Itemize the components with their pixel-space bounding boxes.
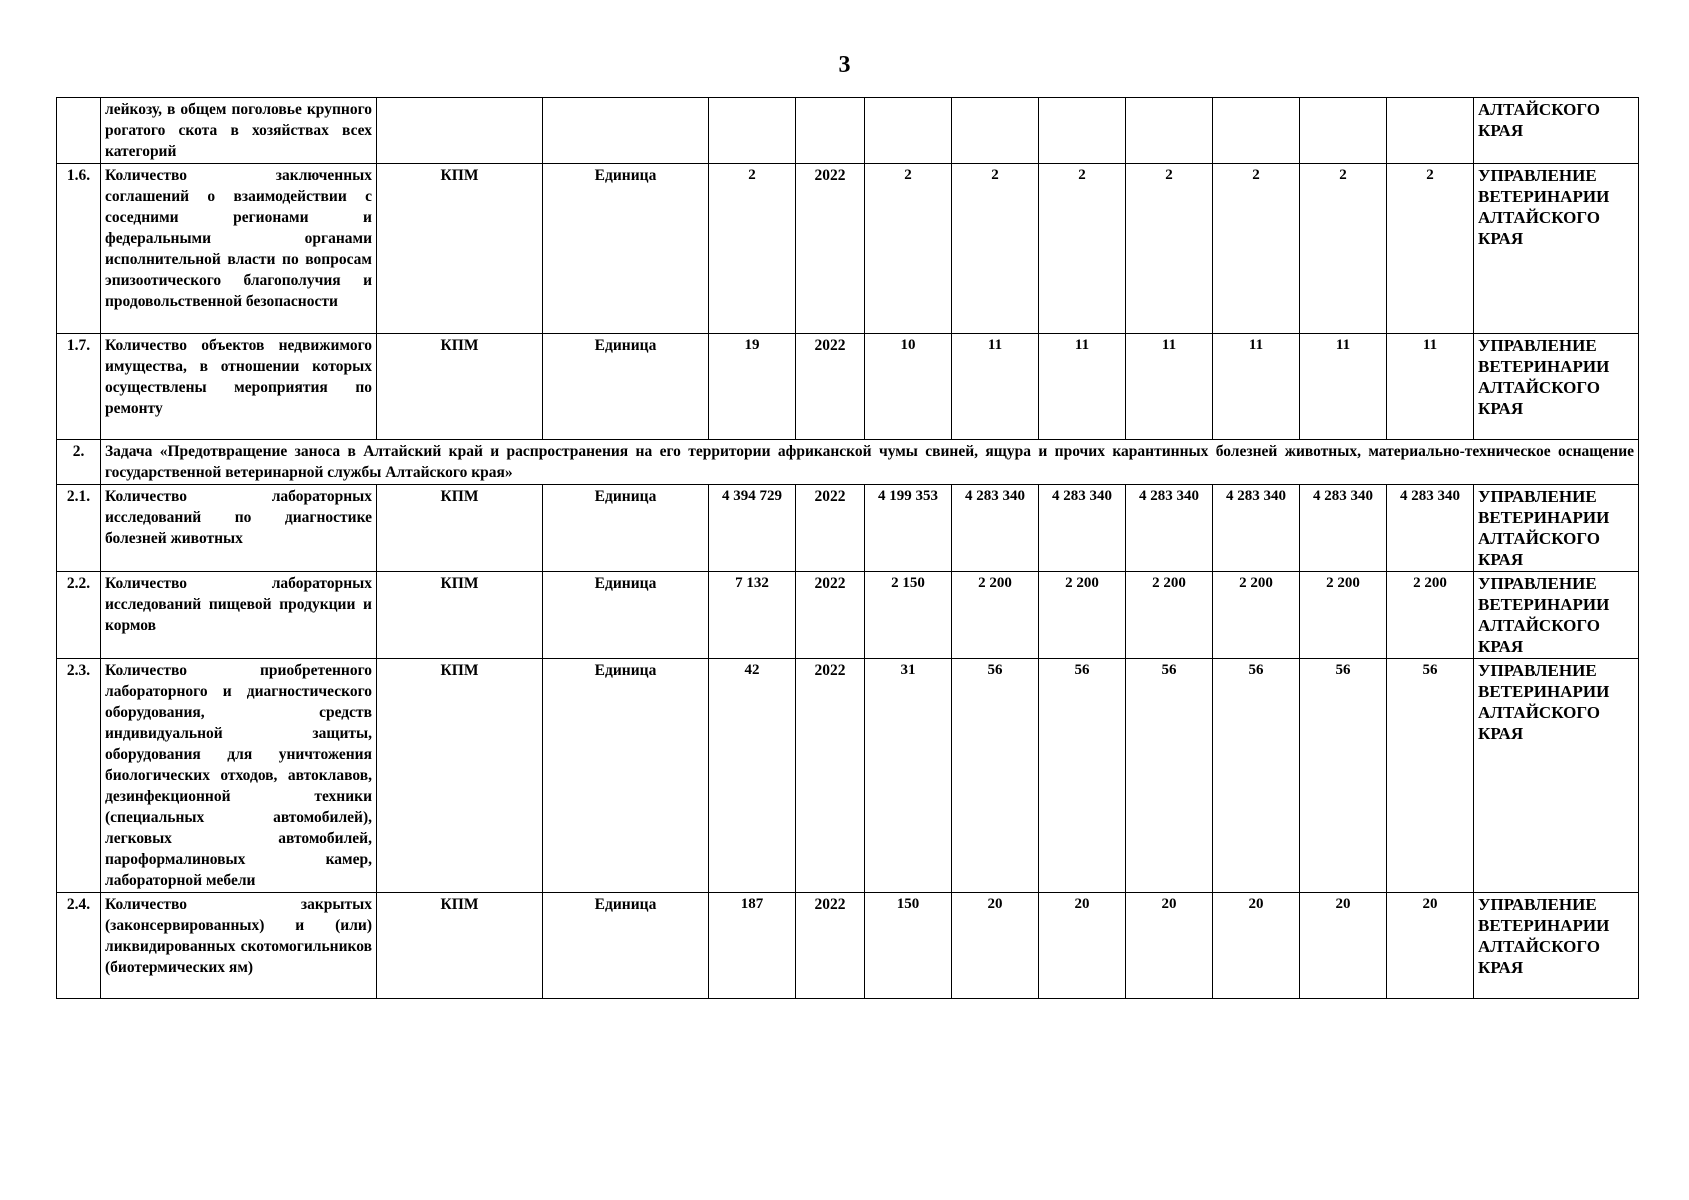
base-value: 19 — [709, 334, 796, 440]
year-value: 4 283 340 — [1387, 485, 1474, 572]
task-title: Задача «Предотвращение заноса в Алтайский край и распространения на его территории африканской чумы свиней, ящура и прочих карантинных болезней животных, материально-техническое оснащение государственной ветеринарной службы Алтайского края» — [101, 440, 1639, 485]
year-value: 11 — [1126, 334, 1213, 440]
year-value: 2 200 — [1300, 572, 1387, 659]
unit — [543, 98, 709, 164]
responsible: УПРАВЛЕНИЕ ВЕТЕРИНАРИИ АЛТАЙСКОГО КРАЯ — [1474, 164, 1639, 334]
year-value: 56 — [1387, 659, 1474, 893]
indicator-type: КПМ — [377, 485, 543, 572]
year-value: 20 — [1126, 893, 1213, 999]
year-value: 20 — [952, 893, 1039, 999]
year-value: 4 283 340 — [1126, 485, 1213, 572]
responsible: УПРАВЛЕНИЕ ВЕТЕРИНАРИИ АЛТАЙСКОГО КРАЯ — [1474, 893, 1639, 999]
responsible: УПРАВЛЕНИЕ ВЕТЕРИНАРИИ АЛТАЙСКОГО КРАЯ — [1474, 572, 1639, 659]
table-row — [57, 893, 1639, 999]
indicators-table — [56, 97, 1639, 999]
row-number: 2.2. — [57, 572, 101, 659]
responsible: УПРАВЛЕНИЕ ВЕТЕРИНАРИИ АЛТАЙСКОГО КРАЯ — [1474, 659, 1639, 893]
year-value: 56 — [1300, 659, 1387, 893]
indicator-type: КПМ — [377, 659, 543, 893]
year-value — [1300, 98, 1387, 164]
year-value: 2 — [1387, 164, 1474, 334]
base-value: 4 394 729 — [709, 485, 796, 572]
year-value: 11 — [1300, 334, 1387, 440]
row-number: 2.4. — [57, 893, 101, 999]
base-value: 42 — [709, 659, 796, 893]
year-value: 2 — [1300, 164, 1387, 334]
base-year: 2022 — [796, 485, 865, 572]
row-number: 1.6. — [57, 164, 101, 334]
base-year: 2022 — [796, 164, 865, 334]
year-value: 56 — [1039, 659, 1126, 893]
base-value — [709, 98, 796, 164]
table-row — [57, 164, 1639, 334]
indicator-type — [377, 98, 543, 164]
row-number: 2.3. — [57, 659, 101, 893]
year-value — [952, 98, 1039, 164]
year-value: 2 — [952, 164, 1039, 334]
base-year: 2022 — [796, 572, 865, 659]
responsible: АЛТАЙСКОГО КРАЯ — [1474, 98, 1639, 164]
indicator-type: КПМ — [377, 572, 543, 659]
unit: Единица — [543, 572, 709, 659]
year-value: 20 — [1300, 893, 1387, 999]
indicator-name: Количество заключенных соглашений о взаимодействии с соседними регионами и федеральными органами исполнительной власти по вопросам эпизоотического благополучия и продовольственной безопасности — [101, 164, 377, 334]
base-year: 2022 — [796, 659, 865, 893]
task-number: 2. — [57, 440, 101, 485]
responsible: УПРАВЛЕНИЕ ВЕТЕРИНАРИИ АЛТАЙСКОГО КРАЯ — [1474, 334, 1639, 440]
base-year: 2022 — [796, 334, 865, 440]
indicator-name: Количество приобретенного лабораторного и диагностического оборудования, средств индивидуальной защиты, оборудования для уничтожения биологических отходов, автоклавов, дезинфекционной техники (специальных автомобилей), легковых автомобилей, пароформалиновых камер, лабораторной мебели — [101, 659, 377, 893]
year-value: 56 — [1126, 659, 1213, 893]
table-row — [57, 659, 1639, 893]
year-value — [865, 98, 952, 164]
year-value: 20 — [1387, 893, 1474, 999]
indicator-type: КПМ — [377, 334, 543, 440]
indicator-name: лейкозу, в общем поголовье крупного рогатого скота в хозяйствах всех категорий — [101, 98, 377, 164]
base-value: 2 — [709, 164, 796, 334]
unit: Единица — [543, 659, 709, 893]
responsible: УПРАВЛЕНИЕ ВЕТЕРИНАРИИ АЛТАЙСКОГО КРАЯ — [1474, 485, 1639, 572]
year-value: 2 200 — [1039, 572, 1126, 659]
year-value: 56 — [952, 659, 1039, 893]
year-value — [1126, 98, 1213, 164]
unit: Единица — [543, 893, 709, 999]
row-number — [57, 98, 101, 164]
year-value: 20 — [1213, 893, 1300, 999]
year-value: 4 199 353 — [865, 485, 952, 572]
base-value: 7 132 — [709, 572, 796, 659]
year-value: 31 — [865, 659, 952, 893]
year-value: 2 — [1126, 164, 1213, 334]
unit: Единица — [543, 485, 709, 572]
year-value — [1039, 98, 1126, 164]
indicator-type: КПМ — [377, 164, 543, 334]
year-value: 2 — [865, 164, 952, 334]
row-number: 1.7. — [57, 334, 101, 440]
year-value: 4 283 340 — [1213, 485, 1300, 572]
base-year: 2022 — [796, 893, 865, 999]
year-value: 2 200 — [1126, 572, 1213, 659]
year-value: 4 283 340 — [1300, 485, 1387, 572]
table-row — [57, 485, 1639, 572]
table-row — [57, 98, 1639, 164]
unit: Единица — [543, 334, 709, 440]
year-value: 11 — [1387, 334, 1474, 440]
year-value: 2 200 — [1387, 572, 1474, 659]
indicator-name: Количество лабораторных исследований по диагностике болезней животных — [101, 485, 377, 572]
indicator-name: Количество лабораторных исследований пищевой продукции и кормов — [101, 572, 377, 659]
indicator-name: Количество объектов недвижимого имущества, в отношении которых осуществлены мероприятия по ремонту — [101, 334, 377, 440]
year-value: 2 150 — [865, 572, 952, 659]
unit: Единица — [543, 164, 709, 334]
year-value: 11 — [1039, 334, 1126, 440]
year-value: 2 200 — [952, 572, 1039, 659]
year-value: 150 — [865, 893, 952, 999]
year-value: 4 283 340 — [1039, 485, 1126, 572]
year-value: 56 — [1213, 659, 1300, 893]
year-value: 4 283 340 — [952, 485, 1039, 572]
year-value: 10 — [865, 334, 952, 440]
year-value: 20 — [1039, 893, 1126, 999]
indicator-name: Количество закрытых (законсервированных) и (или) ликвидированных скотомогильников (биотермических ям) — [101, 893, 377, 999]
year-value: 2 200 — [1213, 572, 1300, 659]
year-value: 2 — [1039, 164, 1126, 334]
base-year — [796, 98, 865, 164]
year-value: 2 — [1213, 164, 1300, 334]
table-row — [57, 334, 1639, 440]
year-value: 11 — [1213, 334, 1300, 440]
task-row — [57, 440, 1639, 485]
indicator-type: КПМ — [377, 893, 543, 999]
year-value — [1387, 98, 1474, 164]
page-number: 3 — [838, 52, 851, 78]
base-value: 187 — [709, 893, 796, 999]
table-row — [57, 572, 1639, 659]
row-number: 2.1. — [57, 485, 101, 572]
year-value: 11 — [952, 334, 1039, 440]
year-value — [1213, 98, 1300, 164]
